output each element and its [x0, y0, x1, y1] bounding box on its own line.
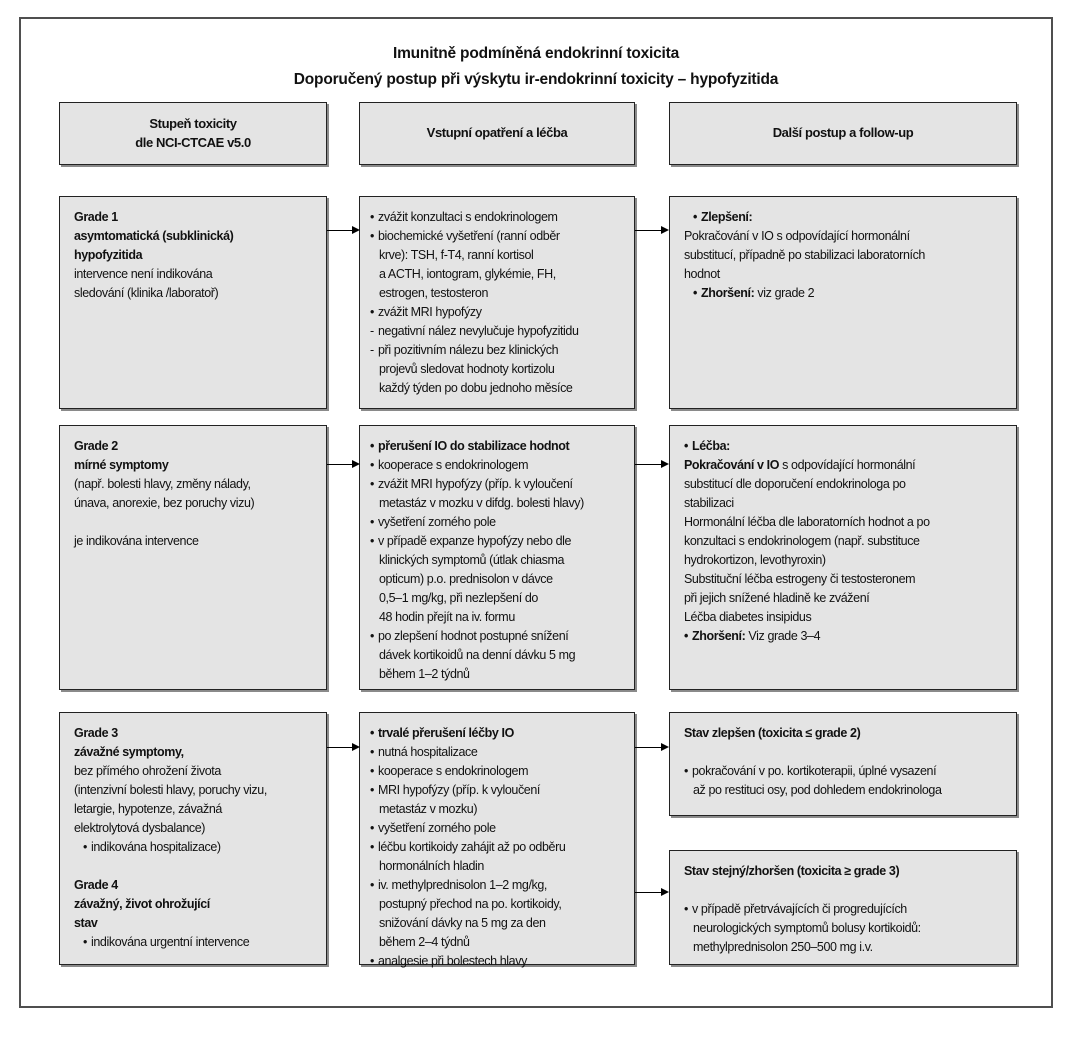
text-line: • kooperace s endokrinologem [370, 762, 628, 781]
text-line: hypofyzitida [74, 248, 143, 262]
text-line: bez přímého ohrožení života [74, 764, 221, 778]
text-line: asymtomatická (subklinická) [74, 229, 234, 243]
text-line: Grade 4 [74, 878, 118, 892]
arrow-treatment2-to-followup-icon [635, 460, 669, 469]
text-line: • iv. methylprednisolon 1–2 mg/kg, [370, 876, 628, 895]
text-line: • zvážit konzultaci s endokrinologem [370, 208, 628, 227]
arrow-treatment34-to-improved-icon [635, 743, 669, 752]
text-line: elektrolytová dysbalance) [74, 821, 206, 835]
text-line: Grade 2 [74, 439, 118, 453]
text-line: substitucí, případně po stabilizaci laboratorních [684, 248, 925, 262]
bullet-icon: • [370, 783, 374, 797]
text-line: - negativní nález nevylučuje hypofyzitidu [370, 322, 628, 341]
text-line [74, 513, 320, 532]
text-line: • MRI hypofýzy (příp. k vyloučení [370, 781, 628, 800]
arrow-grade34-to-treatment-icon [327, 743, 360, 752]
grade-1-box [59, 196, 327, 409]
text-line: • Zhoršení: Viz grade 3–4 [684, 627, 1010, 646]
text-line: snižování dávky na 5 mg za den [379, 916, 546, 930]
text-line: metastáz v mozku v difdg. bolesti hlavy) [379, 496, 584, 510]
title-line-2: Doporučený postup při výskytu ir-endokrinní toxicity – hypofyzitida [293, 71, 779, 88]
bullet-icon: - [370, 324, 374, 338]
text-line: stabilizaci [684, 496, 734, 510]
text-line: Stav stejný/zhoršen (toxicita ≥ grade 3) [684, 864, 900, 878]
text-line: je indikována intervence [74, 534, 199, 548]
text-line: Stav zlepšen (toxicita ≤ grade 2) [684, 726, 861, 740]
bullet-icon: • [370, 515, 374, 529]
text-line [684, 743, 1010, 762]
bullet-icon: • [370, 458, 374, 472]
grade-3-4-treatment-box [359, 712, 635, 968]
bullet-icon: • [370, 210, 374, 224]
title-line-1: Imunitně podmíněná endokrinní toxicita [392, 45, 680, 62]
status-improved-box [669, 712, 1017, 816]
grade-2-followup-box [669, 425, 1017, 690]
text-line: Grade 1 [74, 210, 118, 224]
bullet-icon: • [684, 764, 688, 778]
text-line: 48 hodin přejít na iv. formu [379, 610, 515, 624]
bullet-icon: • [370, 305, 374, 319]
text-line: • Zlepšení: [684, 208, 1010, 227]
bullet-icon: • [370, 534, 374, 548]
text-line: postupný přechod na po. kortikoidy, [379, 897, 562, 911]
bullet-icon: • [370, 821, 374, 835]
text-line: hydrokortizon, levothyroxin) [684, 553, 826, 567]
text-line: závažný, život ohrožující [74, 897, 210, 911]
text-line [684, 881, 1010, 900]
text-line: metastáz v mozku) [379, 802, 478, 816]
bullet-icon: • [370, 726, 374, 740]
arrow-grade2-to-treatment-icon [327, 460, 360, 469]
grade-2-treatment-box [359, 425, 635, 690]
bullet-icon: • [83, 935, 87, 949]
text-line [74, 857, 320, 876]
grade-3-4-box [59, 712, 327, 965]
text-line: (např. bolesti hlavy, změny nálady, [74, 477, 251, 491]
text-line: klinických symptomů (útlak chiasma [379, 553, 565, 567]
bullet-icon: • [370, 477, 374, 491]
text-line: substitucí dle doporučení endokrinologa po [684, 477, 906, 491]
grade-2-box [59, 425, 327, 690]
text-line: • Léčba: [684, 437, 1010, 456]
bullet-icon: • [370, 629, 374, 643]
status-same-worse-box [669, 850, 1017, 965]
text-line: během 2–4 týdnů [379, 935, 470, 949]
bullet-icon: • [370, 745, 374, 759]
text-line: dle NCI-CTCAE v5.0 [135, 134, 251, 150]
page-title [21, 41, 1051, 93]
text-line: Hormonální léčba dle laboratorních hodnot a po [684, 515, 930, 529]
header-follow-up [669, 102, 1017, 165]
text-line: • biochemické vyšetření (ranní odběr [370, 227, 628, 246]
text-line: krve): TSH, f-T4, ranní kortisol [379, 248, 534, 262]
header-initial-measures [359, 102, 635, 165]
text-line: Pokračování v IO s odpovídající hormonální [684, 458, 916, 472]
text-line: a ACTH, iontogram, glykémie, FH, [379, 267, 556, 281]
text-line: sledování (klinika /laboratoř) [74, 286, 219, 300]
bullet-icon: • [693, 286, 697, 300]
bullet-icon: • [370, 954, 374, 968]
arrow-treatment1-to-followup-icon [635, 226, 669, 235]
bullet-icon: • [684, 439, 688, 453]
text-line: methylprednisolon 250–500 mg i.v. [693, 940, 873, 954]
text-line: Léčba diabetes insipidus [684, 610, 812, 624]
text-line: Substituční léčba estrogeny či testosteronem [684, 572, 916, 586]
bullet-icon: • [370, 840, 374, 854]
bullet-icon: • [693, 210, 697, 224]
text-line: Další postup a follow-up [772, 125, 914, 140]
bullet-icon: • [370, 764, 374, 778]
bullet-icon: • [370, 229, 374, 243]
text-line: konzultaci s endokrinologem (např. substituce [684, 534, 920, 548]
grade-1-followup-box [669, 196, 1017, 409]
text-line: dávek kortikoidů na denní dávku 5 mg [379, 648, 576, 662]
text-line: Pokračování v IO s odpovídající hormonální [684, 229, 910, 243]
text-line: letargie, hypotenze, závažná [74, 802, 222, 816]
text-line: Vstupní opatření a léčba [426, 125, 568, 140]
text-line: stav [74, 916, 98, 930]
text-line: opticum) p.o. prednisolon v dávce [379, 572, 553, 586]
text-line: 0,5–1 mg/kg, při nezlepšení do [379, 591, 538, 605]
text-line: Stupeň toxicity [149, 115, 237, 131]
text-line: - při pozitivním nálezu bez klinických [370, 341, 628, 360]
text-line: neurologických symptomů bolusy kortikoidů: [693, 921, 921, 935]
bullet-icon: • [370, 439, 374, 453]
text-line: • vyšetření zorného pole [370, 819, 628, 838]
text-line: • přerušení IO do stabilizace hodnot [370, 437, 628, 456]
text-line: • kooperace s endokrinologem [370, 456, 628, 475]
bullet-icon: - [370, 343, 374, 357]
grade-1-treatment-box [359, 196, 635, 409]
text-line: • v případě přetrvávajících či progredujících [684, 900, 1010, 919]
bullet-icon: • [684, 629, 688, 643]
text-line: • nutná hospitalizace [370, 743, 628, 762]
bullet-icon: • [370, 878, 374, 892]
text-line: projevů sledovat hodnoty kortizolu [379, 362, 555, 376]
text-line: během 1–2 týdnů [379, 667, 470, 681]
text-line: • léčbu kortikoidy zahájit až po odběru [370, 838, 628, 857]
text-line: hodnot [684, 267, 720, 281]
text-line: • analgesie při bolestech hlavy [370, 952, 628, 971]
text-line: • pokračování v po. kortikoterapii, úplné vysazení [684, 762, 1010, 781]
text-line: každý týden po dobu jednoho měsíce [379, 381, 573, 395]
bullet-icon: • [684, 902, 688, 916]
text-line: • po zlepšení hodnot postupné snížení [370, 627, 628, 646]
text-line: až po restituci osy, pod dohledem endokrinologa [693, 783, 942, 797]
bullet-icon: • [83, 840, 87, 854]
text-line: hormonálních hladin [379, 859, 484, 873]
text-line: • vyšetření zorného pole [370, 513, 628, 532]
text-line: • zvážit MRI hypofýzy (příp. k vyloučení [370, 475, 628, 494]
text-line: • zvážit MRI hypofýzy [370, 303, 628, 322]
text-line: • Zhoršení: viz grade 2 [684, 284, 1010, 303]
arrow-treatment34-to-worse-icon [635, 888, 669, 897]
arrow-grade1-to-treatment-icon [327, 226, 360, 235]
outer-frame [19, 17, 1053, 1008]
text-line: (intenzivní bolesti hlavy, poruchy vizu, [74, 783, 267, 797]
text-line: Grade 3 [74, 726, 118, 740]
header-toxicity-grade [59, 102, 327, 165]
text-line: mírné symptomy [74, 458, 169, 472]
text-line: únava, anorexie, bez poruchy vizu) [74, 496, 255, 510]
text-line: intervence není indikována [74, 267, 213, 281]
text-line: estrogen, testosteron [379, 286, 489, 300]
text-line: • indikována hospitalizace) [74, 838, 320, 857]
text-line: • v případě expanze hypofýzy nebo dle [370, 532, 628, 551]
text-line: • indikována urgentní intervence [74, 933, 320, 952]
text-line: • trvalé přerušení léčby IO [370, 724, 628, 743]
text-line: při jejich snížené hladině ke zvážení [684, 591, 870, 605]
text-line: závažné symptomy, [74, 745, 184, 759]
